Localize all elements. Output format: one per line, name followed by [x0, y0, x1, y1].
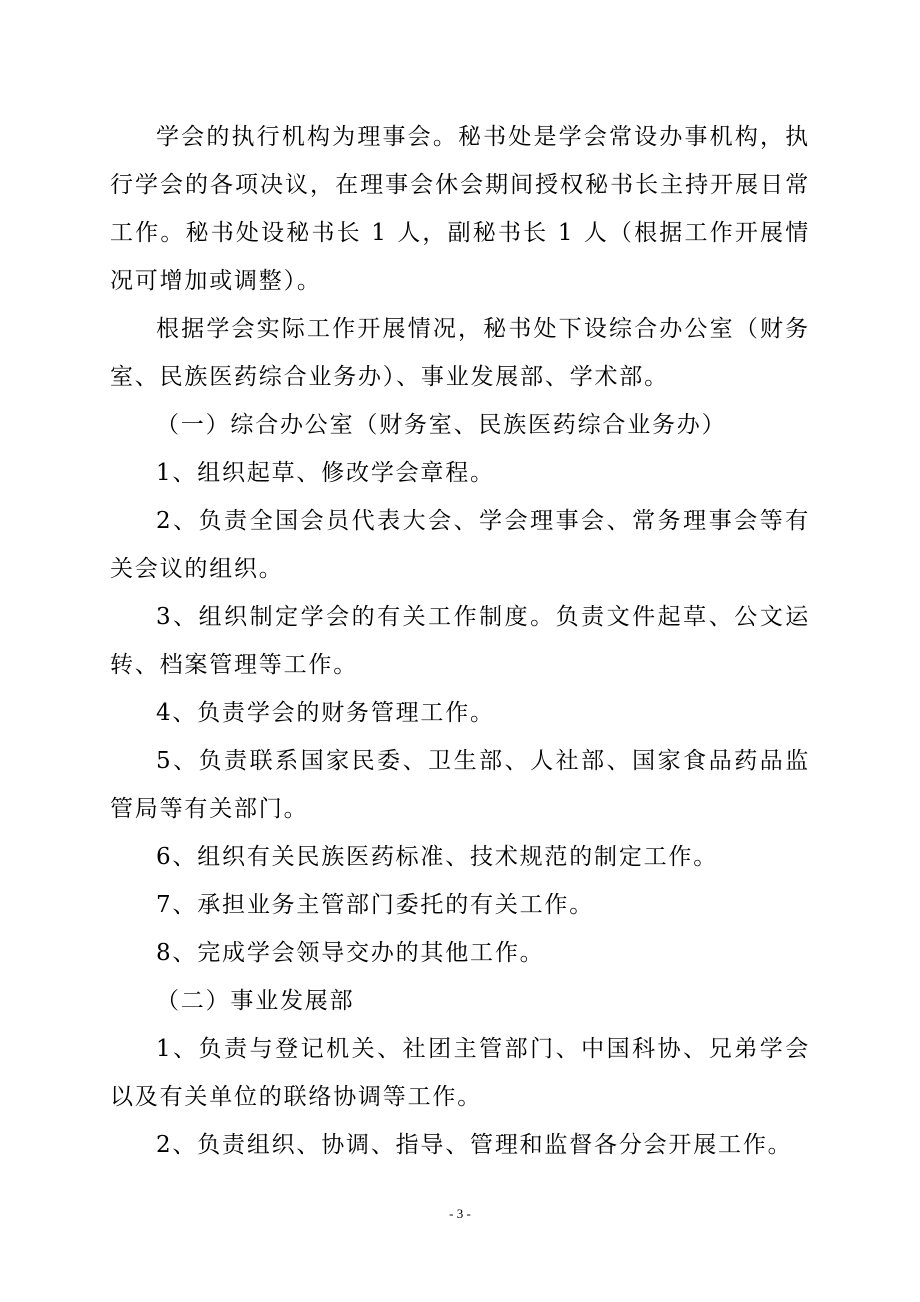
paragraph-secretariat-intro: 学会的执行机构为理事会。秘书处是学会常设办事机构，执行学会的各项决议，在理事会休会期间授权秘书长主持开展日常工作。秘书处设秘书长 1 人，副秘书长 1 人（根据工作开展情况可增加或调整）。 — [110, 124, 810, 294]
list-item-office-7: 7、承担业务主管部门委托的有关工作。 — [156, 892, 595, 918]
list-item-office-3: 3、组织制定学会的有关工作制度。负责文件起草、公文运转、档案管理等工作。 — [110, 604, 810, 678]
section-heading-general-office: （一）综合办公室（财务室、民族医药综合业务办） — [156, 412, 727, 438]
body-text — [110, 113, 810, 1169]
list-item-development-1: 1、负责与登记机关、社团主管部门、中国科协、兄弟学会以及有关单位的联络协调等工作。 — [110, 1036, 810, 1110]
list-item-office-6: 6、组织有关民族医药标准、技术规范的制定工作。 — [156, 844, 719, 870]
list-item-office-8: 8、完成学会领导交办的其他工作。 — [156, 940, 545, 966]
list-item-office-2: 2、负责全国会员代表大会、学会理事会、常务理事会等有关会议的组织。 — [110, 508, 810, 582]
list-item-office-1: 1、组织起草、修改学会章程。 — [156, 460, 495, 486]
section-heading-development-dept: （二）事业发展部 — [156, 988, 355, 1014]
paragraph-secretariat-departments: 根据学会实际工作开展情况，秘书处下设综合办公室（财务室、民族医药综合业务办）、事业发展部、学术部。 — [110, 316, 810, 390]
page-number: - 3 - — [449, 1206, 471, 1221]
list-item-office-4: 4、负责学会的财务管理工作。 — [156, 700, 495, 726]
list-item-office-5: 5、负责联系国家民委、卫生部、人社部、国家食品药品监管局等有关部门。 — [110, 748, 810, 822]
list-item-development-2: 2、负责组织、协调、指导、管理和监督各分会开展工作。 — [156, 1132, 793, 1158]
